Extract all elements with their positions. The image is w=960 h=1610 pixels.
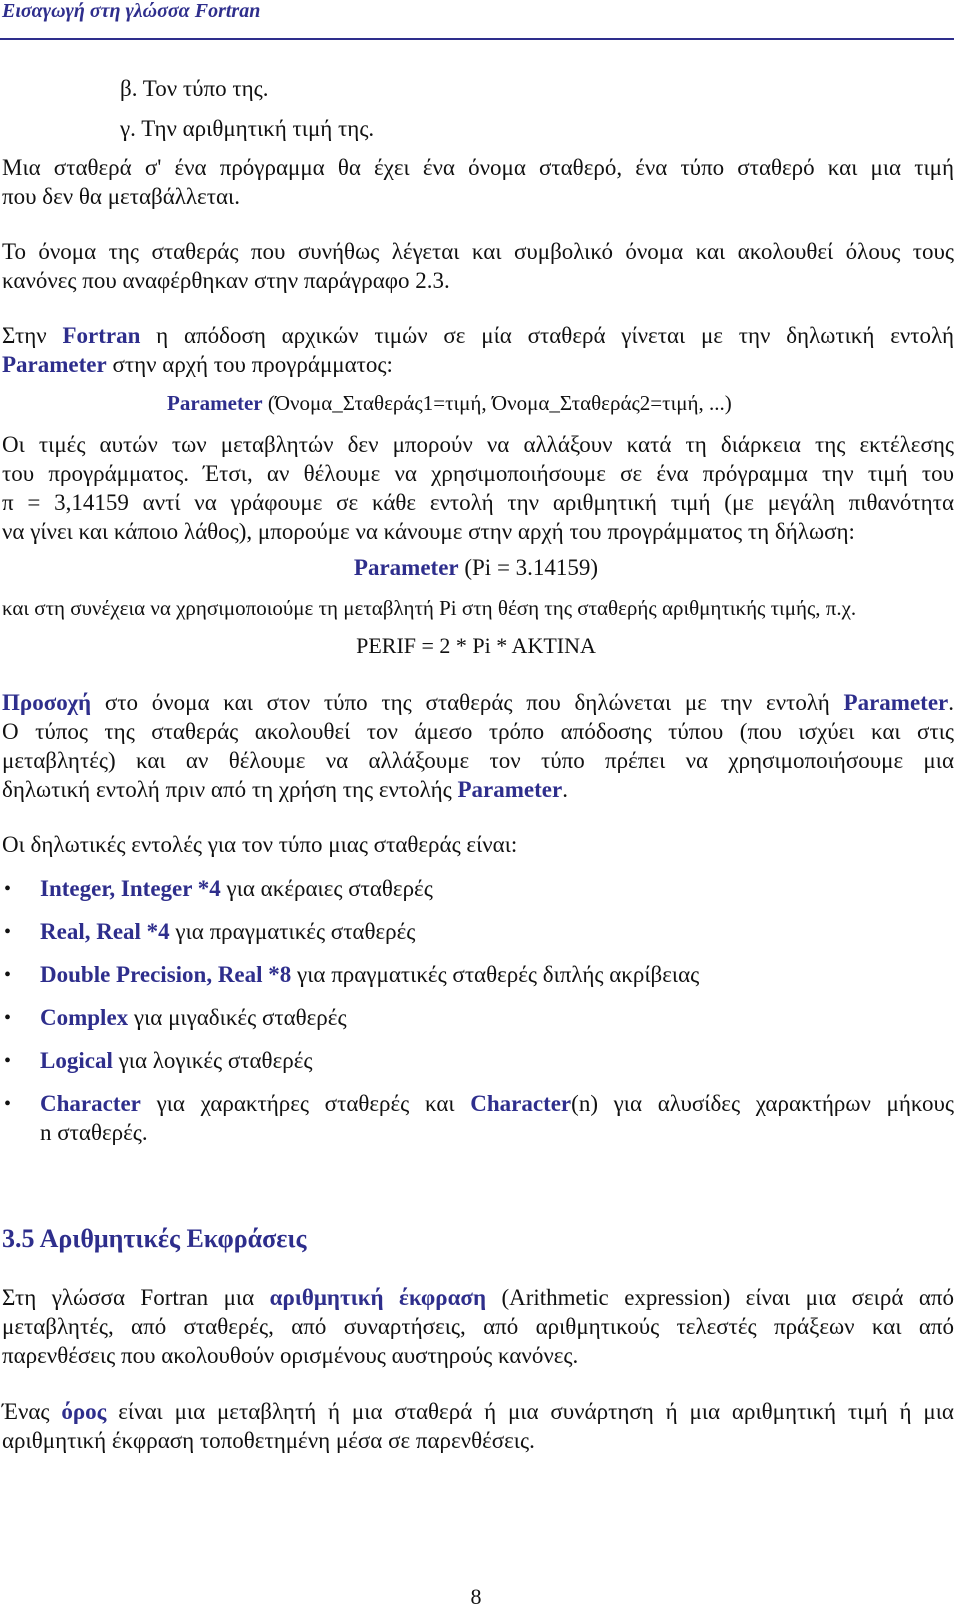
bullet-icon: •	[4, 878, 12, 900]
page-number: 8	[470, 1584, 482, 1609]
bullet-icon: •	[4, 964, 12, 986]
page-header	[0, 0, 960, 44]
paragraph-8-line-2: μεταβλητές, από σταθερές, από συναρτήσεις, από αριθμητικούς τελεστές πράξεων και από	[2, 1314, 954, 1339]
paragraph-3-line-1	[2, 321, 954, 350]
list-item	[40, 960, 699, 989]
paragraph-6-line-2: Ο τύπος της σταθεράς ακολουθεί τον άμεσο τρόπο απόδοσης τύπου (που ισχύει και στις	[2, 719, 954, 744]
code-example-perif: PERIF = 2 * Pi * AKTINA	[356, 633, 596, 658]
paragraph-8-line-3: παρενθέσεις που ακολουθούν ορισμένους αυστηρούς κανόνες.	[2, 1343, 579, 1368]
paragraph-9-line-2: αριθμητική έκφραση τοποθετημένη μέσα σε παρενθέσεις.	[2, 1428, 535, 1453]
list-item	[40, 1089, 954, 1118]
keyword-real: Real, Real *4	[40, 919, 170, 944]
list-item-continuation: n σταθερές.	[40, 1120, 148, 1145]
list-item-text: για μιγαδικές σταθερές	[128, 1005, 347, 1030]
text: Στη γλώσσα Fortran μια	[2, 1285, 270, 1310]
section-heading: 3.5 Αριθμητικές Εκφράσεις	[2, 1224, 307, 1253]
list-item-text: για πραγματικές σταθερές	[169, 919, 416, 944]
text: η απόδοση αρχικών τιμών σε μία σταθερά γίνεται με την δηλωτική εντολή	[140, 323, 954, 348]
keyword-arithmetic-expression: αριθμητική έκφραση	[269, 1285, 487, 1310]
list-item-text: για χαρακτήρες σταθερές και	[140, 1091, 471, 1116]
text: .	[948, 690, 954, 715]
keyword-parameter: Parameter	[457, 777, 563, 802]
list-item	[40, 874, 433, 903]
code-example-arguments: (Pi = 3.14159)	[458, 555, 599, 580]
paragraph-3-line-2	[2, 350, 393, 379]
bullet-icon: •	[4, 1093, 12, 1115]
list-item	[40, 1003, 347, 1032]
keyword-character: Character	[470, 1091, 572, 1116]
header-title: Εισαγωγή στη γλώσσα Fortran	[2, 0, 261, 22]
paragraph-4-line-2: του προγράμματος. Έτσι, αν θέλουμε να χρησιμοποιήσουμε σε ένα πρόγραμμα την τιμή του	[2, 461, 954, 486]
paragraph-1-line-2: που δεν θα μεταβάλλεται.	[2, 184, 240, 209]
text: δηλωτική εντολή πριν από τη χρήση της εντολής	[2, 777, 458, 802]
text: Στην	[2, 323, 63, 348]
keyword-double-precision: Double Precision, Real *8	[40, 962, 292, 987]
keyword-parameter: Parameter	[843, 690, 949, 715]
paragraph-5: και στη συνέχεια να χρησιμοποιούμε τη μεταβλητή Pi στη θέση της σταθερής αριθμητικής τιμής, π.χ.	[2, 596, 857, 620]
paragraph-2-line-2: κανόνες που αναφέρθηκαν στην παράγραφο 2.3.	[2, 268, 450, 293]
text: στο όνομα και στον τύπο της σταθεράς που δηλώνεται με την εντολή	[91, 690, 844, 715]
paragraph-8-line-1	[2, 1283, 954, 1312]
list-item-text: (n) για αλυσίδες χαρακτήρων μήκους	[571, 1091, 954, 1116]
keyword-parameter: Parameter	[353, 555, 459, 580]
paragraph-2-line-1: Το όνομα της σταθεράς που συνήθως λέγεται και συμβολικό όνομα και ακολουθεί όλους τους	[2, 239, 954, 264]
list-item-text: για ακέραιες σταθερές	[220, 876, 433, 901]
keyword-term: όρος	[61, 1399, 107, 1424]
keyword-integer: Integer, Integer *4	[40, 876, 221, 901]
paragraph-6-line-1	[2, 688, 954, 717]
paragraph-6-line-3: μεταβλητές) και αν θέλουμε να αλλάξουμε τον τύπο πρέπει να χρησιμοποιήσουμε μια	[2, 748, 954, 773]
paragraph-9-line-1	[2, 1397, 954, 1426]
code-example-parameter	[0, 553, 952, 582]
parameter-syntax	[167, 389, 732, 418]
list-item	[40, 1046, 312, 1075]
list-item-c: γ. Την αριθμητική τιμή της.	[120, 116, 375, 141]
text: (Arithmetic expression) είναι μια σειρά από	[486, 1285, 955, 1310]
list-item-text: για πραγματικές σταθερές διπλής ακρίβειας	[291, 962, 700, 987]
keyword-character: Character	[40, 1091, 141, 1116]
keyword-parameter: Parameter	[2, 352, 107, 377]
paragraph-4-line-3: π = 3,14159 αντί να γράφουμε σε κάθε εντολή την αριθμητική τιμή (με μεγάλη πιθανότητα	[2, 490, 954, 515]
text: είναι μια μεταβλητή ή μια σταθερά ή μια συνάρτηση ή μια αριθμητική τιμή ή μια	[106, 1399, 954, 1424]
syntax-arguments: (Όνομα_Σταθεράς1=τιμή, Όνομα_Σταθεράς2=τιμή, ...)	[262, 391, 732, 415]
keyword-prosoxi: Προσοχή	[2, 690, 92, 715]
bullet-icon: •	[4, 1050, 12, 1072]
keyword-fortran: Fortran	[62, 323, 141, 348]
bullet-icon: •	[4, 921, 12, 943]
list-item-text: για λογικές σταθερές	[112, 1048, 313, 1073]
text: στην αρχή του προγράμματος:	[106, 352, 393, 377]
list-item-b: β. Τον τύπο της.	[120, 76, 269, 101]
paragraph-4-line-1: Οι τιμές αυτών των μεταβλητών δεν μπορούν να αλλάξουν κατά τη διάρκεια της εκτέλεσης	[2, 432, 954, 457]
header-rule	[0, 38, 954, 40]
text: .	[562, 777, 568, 802]
list-item	[40, 917, 415, 946]
paragraph-1-line-1: Μια σταθερά σ' ένα πρόγραμμα θα έχει ένα όνομα σταθερό, ένα τύπο σταθερό και μια τιμή	[2, 155, 954, 180]
keyword-parameter: Parameter	[167, 391, 263, 415]
paragraph-4-line-4: να γίνει και κάποιο λάθος), μπορούμε να κάνουμε στην αρχή του προγράμματος τη δήλωση:	[2, 519, 855, 544]
keyword-complex: Complex	[40, 1005, 129, 1030]
keyword-logical: Logical	[40, 1048, 113, 1073]
bullet-icon: •	[4, 1007, 12, 1029]
paragraph-7: Οι δηλωτικές εντολές για τον τύπο μιας σταθεράς είναι:	[2, 832, 518, 857]
text: Ένας	[2, 1399, 62, 1424]
paragraph-6-line-4	[2, 775, 568, 804]
